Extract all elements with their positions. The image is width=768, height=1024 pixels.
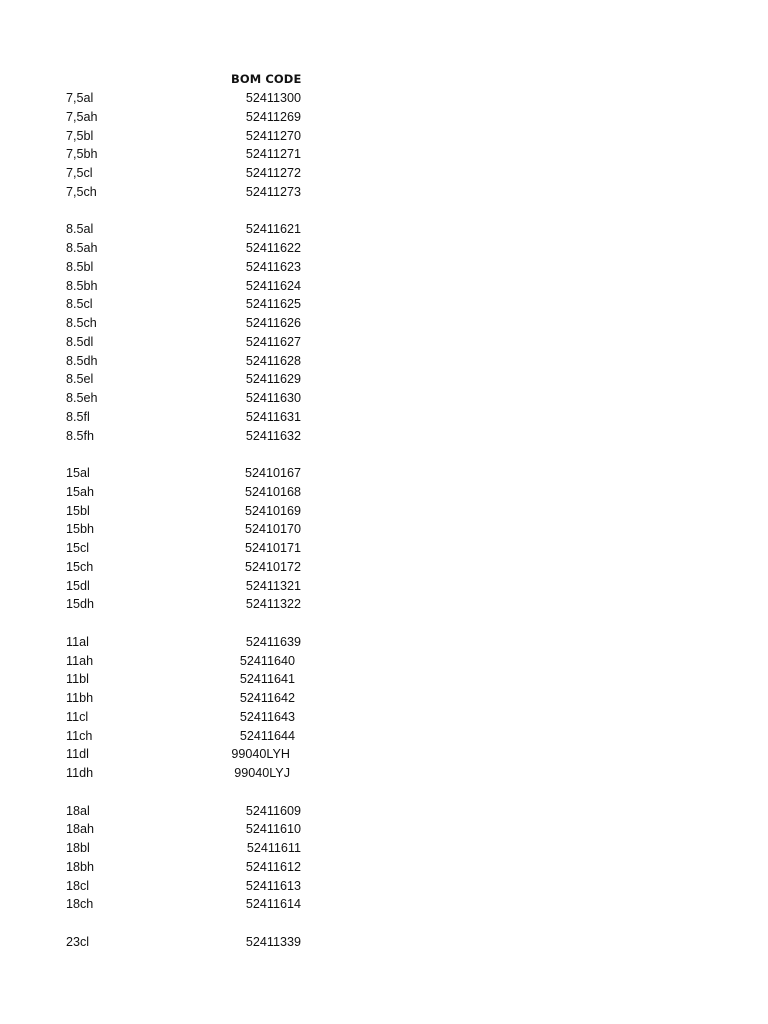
row-label: 8.5eh (66, 391, 98, 405)
row-label: 8.5cl (66, 297, 93, 312)
bom-code-value: 52411627 (245, 334, 301, 349)
bom-code-value: 52411614 (245, 897, 301, 912)
bom-code-value: 52411339 (245, 934, 301, 949)
table-row (0, 895, 768, 914)
table-row (0, 127, 768, 146)
table-row (0, 764, 768, 783)
bom-code-value: 52410170 (244, 522, 301, 537)
bom-code-value: 52411624 (245, 278, 301, 293)
row-label: 11al (66, 634, 89, 649)
table-row (0, 502, 768, 521)
bom-code-value: 52410167 (244, 466, 301, 480)
table-row (0, 239, 768, 258)
bom-code-value: 52411322 (245, 597, 301, 612)
row-label: 15cl (66, 541, 90, 555)
row-label: 15ah (66, 484, 95, 499)
row-label: 8.5fh (66, 428, 95, 443)
bom-code-value: 52411629 (245, 372, 301, 387)
row-label: 7,5ch (66, 184, 97, 199)
bom-code-value: 52411641 (239, 672, 295, 687)
bom-code-value: 52411300 (245, 91, 301, 105)
row-label: 7,5ah (66, 109, 98, 124)
bom-code-value: 52411630 (245, 391, 301, 405)
table-row (0, 595, 768, 614)
bom-code-value: 52411321 (245, 578, 301, 593)
row-label: 8.5dh (66, 353, 98, 368)
table-row (0, 708, 768, 727)
bom-code-value: 52410168 (244, 484, 301, 499)
table-row (0, 483, 768, 502)
row-label: 18bl (66, 841, 90, 855)
row-label: 23cl (66, 934, 90, 949)
table-row (0, 633, 768, 652)
bom-code-value: 52411628 (245, 353, 301, 368)
bom-code-value: 52411611 (246, 841, 301, 855)
table-row (0, 745, 768, 764)
bom-code-value: 52411625 (245, 297, 301, 312)
row-label: 15bh (66, 522, 95, 537)
bom-code-value: 99040LYJ (234, 766, 290, 780)
table-row (0, 858, 768, 877)
table-row (0, 258, 768, 277)
bom-code-value: 52411622 (245, 241, 301, 255)
table-row (0, 108, 768, 127)
row-label: 8.5ch (66, 316, 97, 330)
table-row (0, 89, 768, 108)
bom-code-value: 52411640 (239, 653, 295, 668)
bom-code-value: 52411639 (245, 634, 301, 649)
bom-code-value: 52411612 (245, 859, 301, 874)
table-row (0, 427, 768, 446)
row-label: 11ch (66, 728, 93, 743)
bom-code-value: 52411273 (245, 184, 301, 199)
table-row (0, 520, 768, 539)
row-label: 11bh (66, 691, 94, 705)
table-row (0, 370, 768, 389)
row-label: 8.5dl (66, 334, 94, 349)
row-label: 8.5bl (66, 259, 94, 274)
row-label: 11dh (66, 766, 94, 780)
table-row (0, 220, 768, 239)
row-label: 11bl (66, 672, 89, 687)
table-row (0, 145, 768, 164)
bom-code-value: 52411623 (245, 259, 301, 274)
row-label: 18cl (66, 878, 90, 893)
bom-code-value: 52411609 (245, 803, 301, 818)
table-row (0, 408, 768, 427)
table-row (0, 727, 768, 746)
row-label: 8.5ah (66, 241, 98, 255)
row-label: 15dh (66, 597, 95, 612)
row-label: 7,5bl (66, 128, 94, 143)
table-row (0, 802, 768, 821)
row-label: 7,5bh (66, 147, 98, 162)
table-row (0, 877, 768, 896)
table-row (0, 652, 768, 671)
bom-code-value: 52410169 (244, 503, 301, 518)
row-label: 15ch (66, 559, 94, 574)
row-label: 8.5al (66, 222, 94, 237)
bom-code-value: 52411272 (245, 166, 301, 180)
row-label: 11cl (66, 709, 89, 724)
table-row (0, 314, 768, 333)
row-label: 18bh (66, 859, 95, 874)
bom-code-value: 52411270 (245, 128, 301, 143)
bom-code-value: 99040LYH (231, 747, 290, 762)
table-row (0, 333, 768, 352)
row-label: 15al (66, 466, 90, 480)
bom-code-value: 52411621 (245, 222, 301, 237)
row-label: 11dl (66, 747, 89, 762)
row-label: 8.5bh (66, 278, 98, 293)
table-row (0, 670, 768, 689)
bom-code-value: 52411632 (245, 428, 301, 443)
table-row (0, 933, 768, 952)
row-label: 7,5cl (66, 166, 93, 180)
table-row (0, 689, 768, 708)
row-label: 18ah (66, 822, 95, 837)
row-label: 8.5el (66, 372, 94, 387)
bom-code-value: 52411610 (245, 822, 301, 837)
row-label: 15dl (66, 578, 90, 593)
row-label: 11ah (66, 653, 94, 668)
table-row (0, 464, 768, 483)
row-label: 18al (66, 803, 90, 818)
table-row (0, 164, 768, 183)
table-row (0, 577, 768, 596)
column-header-bom-code: BOM CODE (231, 72, 302, 86)
row-label: 8.5fl (66, 409, 90, 424)
table-row (0, 839, 768, 858)
bom-code-value: 52411642 (239, 691, 295, 705)
bom-code-value: 52411643 (239, 709, 295, 724)
bom-code-value: 52411613 (245, 878, 301, 893)
table-row (0, 558, 768, 577)
table-row (0, 183, 768, 202)
bom-code-value: 52410172 (244, 559, 301, 574)
bom-code-value: 52411269 (245, 109, 301, 124)
bom-code-value: 52411626 (245, 316, 301, 330)
row-label: 15bl (66, 503, 90, 518)
bom-code-value: 52411271 (245, 147, 301, 162)
table-row (0, 277, 768, 296)
table-row (0, 352, 768, 371)
bom-code-value: 52411644 (239, 728, 295, 743)
row-label: 7,5al (66, 91, 94, 105)
bom-code-value: 52410171 (244, 541, 301, 555)
table-row (0, 295, 768, 314)
row-label: 18ch (66, 897, 94, 912)
table-row (0, 820, 768, 839)
table-row (0, 389, 768, 408)
table-row (0, 539, 768, 558)
bom-code-value: 52411631 (245, 409, 301, 424)
